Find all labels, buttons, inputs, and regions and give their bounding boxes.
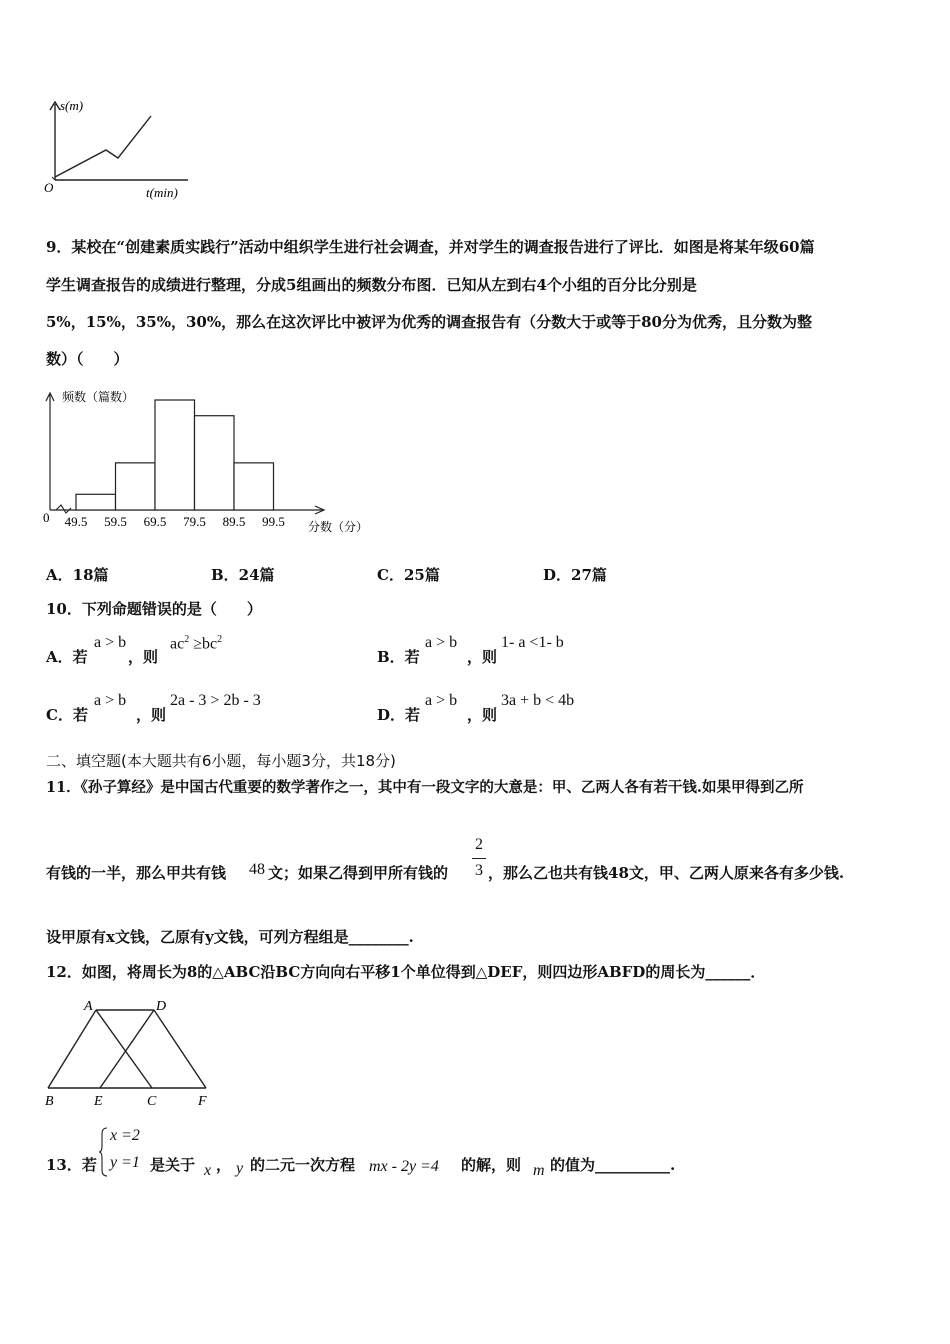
q9-line-4: 数）（ ） xyxy=(46,350,129,368)
histogram-tick-label: 59.5 xyxy=(104,514,127,529)
frequency-histogram xyxy=(38,380,378,545)
q13-equation: mx - 2y =4 xyxy=(369,1158,439,1175)
q13-mid-2: 的二元一次方程 xyxy=(250,1156,356,1174)
q11-fraction-den: 3 xyxy=(475,862,483,879)
histogram-bar xyxy=(116,463,156,510)
q12-text: 12．如图，将周长为8的△ABC沿BC方向向右平移1个单位得到△DEF，则四边形ABFD的周长为______． xyxy=(46,963,766,981)
axis-break xyxy=(56,505,71,513)
q10-b-result: 1- a <1- b xyxy=(501,634,564,651)
section-2-title: 二、填空题(本大题共有6小题，每小题3分，共18分) xyxy=(46,752,396,770)
hist-x-label: 分数（分） xyxy=(308,520,369,534)
q10-b-then: ，则 xyxy=(467,648,498,666)
q10-d-label: D．若 xyxy=(377,706,421,724)
q9-line-3: 5%，15%，35%，30%，那么在这次评比中被评为优秀的调查报告有（分数大于或等于80分为优秀，且分数为整 xyxy=(46,313,812,331)
label-b: B xyxy=(45,1094,54,1109)
hist-origin-label: 0 xyxy=(43,510,50,525)
q12-translation-diagram xyxy=(38,994,218,1110)
histogram-bar xyxy=(234,463,274,510)
q13-suffix: 的值为__________. xyxy=(550,1156,676,1174)
q10-stem: 10．下列命题错误的是（ ） xyxy=(46,600,262,618)
q11-num-48: 48 xyxy=(249,861,265,878)
q11-line-3: 设甲原有x文钱，乙原有y文钱，可列方程组是________. xyxy=(46,928,414,946)
q11-line-2c: ，那么乙也共有钱48文，甲、乙两人原来各有多少钱. xyxy=(488,864,845,882)
q13-var-x: x xyxy=(204,1162,212,1179)
q10-a-label: A．若 xyxy=(46,648,88,666)
q13-comma: ， xyxy=(216,1156,232,1174)
q11-line-2b: 文；如果乙得到甲所有钱的 xyxy=(268,864,449,882)
q10-c-then: ，则 xyxy=(136,706,167,724)
distance-time-graph xyxy=(38,92,208,204)
q13-prefix: 13．若 xyxy=(46,1156,97,1174)
q10-d-then: ，则 xyxy=(467,706,498,724)
q10-option-a xyxy=(46,632,366,672)
q10-option-b xyxy=(377,632,697,672)
q13-mid-3: 的解，则 xyxy=(461,1156,522,1174)
q10-b-condition: a > b xyxy=(425,634,458,651)
q13 xyxy=(46,1122,926,1182)
histogram-bar xyxy=(195,416,235,510)
q11-fraction-num: 2 xyxy=(475,836,483,853)
x-axis-label: t(min) xyxy=(146,185,178,200)
q10-c-result: 2a - 3 > 2b - 3 xyxy=(170,692,261,709)
histogram-tick-label: 89.5 xyxy=(222,514,246,529)
q13-var-m: m xyxy=(533,1162,545,1179)
q11-fraction-bar xyxy=(472,858,486,859)
y-axis-label: s(m) xyxy=(60,98,84,113)
q10-a-sup-2: 2 xyxy=(217,634,223,645)
q10-option-d xyxy=(377,690,697,730)
histogram-bar xyxy=(155,400,195,510)
q13-var-y: y xyxy=(236,1160,244,1177)
q10-b-label: B．若 xyxy=(377,648,420,666)
histogram-bar xyxy=(76,494,116,510)
q10-d-condition: a > b xyxy=(425,692,458,709)
label-e: E xyxy=(94,1094,103,1109)
q10-a-condition: a > b xyxy=(94,634,127,651)
q13-mid-1: 是关于 xyxy=(150,1156,196,1174)
q10-c-condition: a > b xyxy=(94,692,127,709)
q10-a-result-right: ≥bc xyxy=(189,635,218,653)
label-f: F xyxy=(198,1094,207,1109)
q10-a-then: ，则 xyxy=(128,648,159,666)
origin-label: O xyxy=(44,180,54,195)
q10-a-result-left: ac xyxy=(170,635,185,653)
q10-a-result xyxy=(170,634,222,653)
q10-c-label: C．若 xyxy=(46,706,88,724)
q9-option-d: D．27篇 xyxy=(543,566,607,584)
q9-option-b: B．24篇 xyxy=(211,566,275,584)
q13-brace xyxy=(98,1126,108,1178)
q9-line-1: 9．某校在“创建素质实践行”活动中组织学生进行社会调查，并对学生的调查报告进行了评比．如图是将某年级60篇 xyxy=(46,238,815,256)
label-a: A xyxy=(84,999,93,1014)
hist-y-label: 频数（篇数） xyxy=(62,390,135,404)
q9-option-a: A．18篇 xyxy=(46,566,109,584)
q9-option-c: C．25篇 xyxy=(377,566,440,584)
q10-option-c xyxy=(46,690,366,730)
q10-d-result: 3a + b < 4b xyxy=(501,692,575,709)
q11-line-1: 11．《孙子算经》是中国古代重要的数学著作之一，其中有一段文字的大意是：甲、乙两人各有若干钱.如果甲得到乙所 xyxy=(46,779,804,796)
histogram-tick-label: 99.5 xyxy=(262,514,285,529)
histogram-tick-label: 49.5 xyxy=(64,514,88,529)
q11-line-2a: 有钱的一半，那么甲共有钱 xyxy=(46,864,227,882)
q13-system-line-2: y =1 xyxy=(110,1154,140,1171)
histogram-tick-label: 69.5 xyxy=(143,514,167,529)
q13-system-line-1: x =2 xyxy=(110,1127,140,1144)
q11-line-2 xyxy=(46,836,926,886)
q9-line-2: 学生调查报告的成绩进行整理，分成5组画出的频数分布图．已知从左到右4个小组的百分比分别是 xyxy=(46,276,697,294)
label-c: C xyxy=(147,1094,157,1109)
histogram-tick-label: 79.5 xyxy=(183,514,206,529)
label-d: D xyxy=(156,999,167,1014)
q10-a-sup-1: 2 xyxy=(184,634,190,645)
